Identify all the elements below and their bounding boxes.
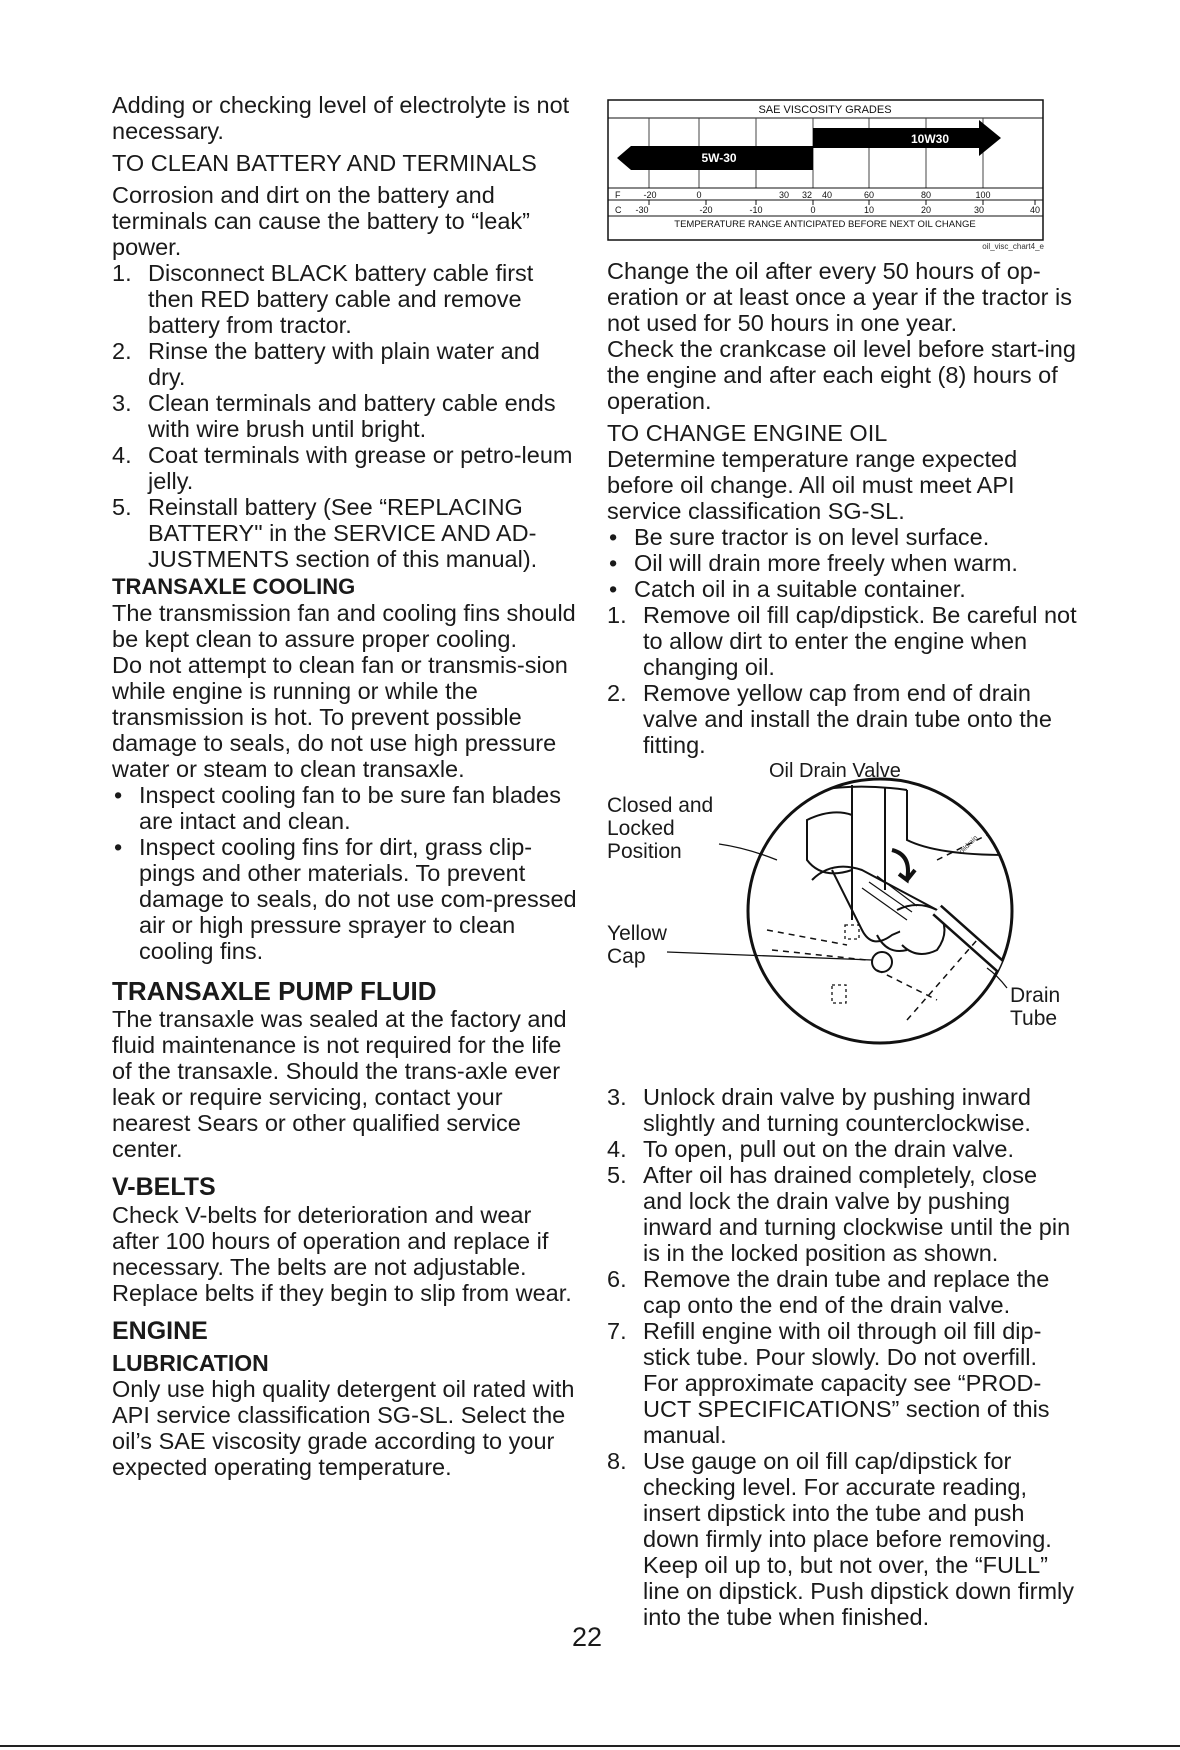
step-number: 1. — [112, 260, 132, 286]
list-item — [607, 1162, 1077, 1266]
list-item — [607, 524, 1077, 550]
step-text: Rinse the battery with plain water and dry. — [148, 338, 540, 390]
bullet-icon: • — [114, 782, 123, 808]
step-number: 5. — [607, 1162, 627, 1188]
f-tick-label: 80 — [920, 190, 932, 200]
c-tick-label: 40 — [1029, 205, 1041, 215]
step-text: Remove the drain tube and replace the cap onto the end of the drain valve. — [643, 1266, 1050, 1318]
chart-title: SAE VISCOSITY GRADES — [758, 104, 892, 116]
change-oil-heading: TO CHANGE ENGINE OIL — [607, 420, 888, 446]
drain-tube-label-line2: Tube — [1010, 1007, 1058, 1030]
right-column — [607, 92, 1077, 1630]
bullet-icon: • — [609, 576, 618, 602]
step-text: Refill engine with oil through oil fill dip-stick tube. Pour slowly. Do not overfill. For approximate capacity see “PROD-UCT SPECIFICATIONS” section of this manual. — [643, 1318, 1050, 1448]
closed-label-line2: Locked — [607, 817, 675, 840]
change-oil-intro: Determine temperature range expected before oil change. All oil must meet API service classification SG-SL. — [607, 446, 1018, 524]
step-number: 1. — [607, 602, 627, 628]
list-item — [112, 442, 582, 494]
bullet-icon: • — [114, 834, 123, 860]
step-text: To open, pull out on the drain valve. — [643, 1136, 1015, 1162]
c-tick-label: -20 — [699, 205, 713, 215]
bullet-icon: • — [609, 524, 618, 550]
closed-label-line1: Closed and — [607, 794, 714, 817]
lubrication-paragraph: Only use high quality detergent oil rated with API service classification SG-SL. Select the oil’s SAE viscosity grade according to your expected operating temperature. — [112, 1376, 575, 1480]
yellow-cap-leader — [667, 952, 872, 960]
step-text: After oil has drained completely, close and lock the drain valve by pushing inward and turning clockwise until the pin is in the locked position as shown. — [643, 1162, 1071, 1266]
oil-change-interval: Change the oil after every 50 hours of op-eration or at least once a year if the tractor is not used for 50 hours in one year. — [607, 258, 1073, 336]
clean-battery-intro: Corrosion and dirt on the battery and terminals can cause the battery to “leak” power. — [112, 182, 530, 260]
closed-position-leader — [719, 844, 777, 860]
oil-drain-valve-figure — [607, 760, 1077, 1078]
list-item — [112, 338, 582, 390]
transaxle-cooling-warning: Do not attempt to clean fan or transmis-sion while engine is running or while the transmission is hot. To prevent possible damage to seals, do not use high pressure water or steam to clean transaxle. — [112, 652, 568, 782]
figure-title: Oil Drain Valve — [769, 760, 901, 782]
c-tick-label: 0 — [810, 205, 816, 215]
step-number: 4. — [112, 442, 132, 468]
c-tick-label: 20 — [920, 205, 932, 215]
f-tick-label: 30 — [778, 190, 790, 200]
pump-fluid-paragraph: The transaxle was sealed at the factory and fluid maintenance is not required for the life of the transaxle. Should the trans-axle ever leak or require servicing, contact your nearest Sears or other qualified service center. — [112, 1006, 567, 1162]
step-number: 2. — [607, 680, 627, 706]
viscosity-chart — [607, 92, 1044, 252]
figure-code: oildrain — [958, 834, 980, 856]
chart-footer: TEMPERATURE RANGE ANTICIPATED BEFORE NEXT OIL CHANGE — [674, 219, 976, 230]
step-number: 2. — [112, 338, 132, 364]
list-item — [607, 602, 1077, 680]
bullet-text: Be sure tractor is on level surface. — [634, 524, 990, 550]
change-oil-steps-b — [607, 1084, 1077, 1630]
f-tick-label: 60 — [863, 190, 875, 200]
fahrenheit-label: F — [615, 190, 621, 200]
list-item — [607, 576, 1077, 602]
vbelts-heading: V-BELTS — [112, 1173, 216, 1201]
electrolyte-note: Adding or checking level of electrolyte is not necessary. — [112, 92, 570, 144]
drain-tube-label-line1: Drain — [1010, 984, 1061, 1007]
bullet-text: Oil will drain more freely when warm. — [634, 550, 1018, 576]
bullet-text: Inspect cooling fan to be sure fan blades are intact and clean. — [139, 782, 561, 834]
list-item — [112, 260, 582, 338]
step-text: Reinstall battery (See “REPLACING BATTERY" in the SERVICE AND AD-JUSTMENTS section of this manual). — [148, 494, 538, 572]
clean-battery-steps — [112, 260, 582, 572]
f-tick-label: 100 — [975, 190, 991, 200]
step-number: 3. — [607, 1084, 627, 1110]
step-number: 7. — [607, 1318, 627, 1344]
yellow-cap-label-line2: Cap — [607, 945, 646, 968]
f-tick-label: 40 — [821, 190, 833, 200]
step-text: Remove yellow cap from end of drain valve and install the drain tube onto the fitting. — [643, 680, 1052, 758]
page-number: 22 — [572, 1622, 603, 1652]
step-text: Disconnect BLACK battery cable first then RED battery cable and remove battery from tractor. — [148, 260, 534, 338]
bullet-text: Inspect cooling fins for dirt, grass clip-pings and other materials. To prevent damage to seals, do not use com-pressed air or high pressure sprayer to clean cooling fins. — [139, 834, 577, 964]
step-number: 5. — [112, 494, 132, 520]
f-tick-label: 32 — [801, 190, 813, 200]
closed-label-line3: Position — [607, 840, 682, 863]
engine-heading: ENGINE — [112, 1317, 208, 1345]
grade-5w30-label: 5W-30 — [701, 151, 737, 165]
c-tick-label: 10 — [863, 205, 875, 215]
c-tick-label: -30 — [635, 205, 649, 215]
step-text: Use gauge on oil fill cap/dipstick for checking level. For accurate reading, insert dipstick into the tube and push down firmly into place before removing. Keep oil up to, but not over, the “FULL” line on dipstick. Push dipstick down firmly into the tube when finished. — [643, 1448, 1075, 1630]
oil-check-interval: Check the crankcase oil level before start-ing the engine and after each eight (8) hours of operation. — [607, 336, 1076, 414]
list-item — [607, 680, 1077, 758]
lubrication-heading: LUBRICATION — [112, 1350, 269, 1376]
drain-valve-illustration — [607, 760, 1077, 1078]
celsius-label: C — [615, 205, 622, 215]
list-item — [607, 1318, 1077, 1448]
bullet-text: Catch oil in a suitable container. — [634, 576, 966, 602]
yellow-cap-label-line1: Yellow — [607, 922, 667, 945]
left-column — [112, 92, 582, 1480]
step-number: 8. — [607, 1448, 627, 1474]
step-number: 4. — [607, 1136, 627, 1162]
viscosity-chart-graphic — [607, 92, 1044, 242]
list-item — [112, 834, 582, 964]
transaxle-cooling-heading: TRANSAXLE COOLING — [112, 574, 356, 599]
list-item — [112, 390, 582, 442]
f-tick-label: 0 — [696, 190, 702, 200]
bottom-rule — [0, 1745, 1180, 1747]
step-number: 3. — [112, 390, 132, 416]
step-text: Remove oil fill cap/dipstick. Be careful not to allow dirt to enter the engine when changing oil. — [643, 602, 1077, 680]
list-item — [607, 550, 1077, 576]
clean-battery-heading: TO CLEAN BATTERY AND TERMINALS — [112, 150, 537, 176]
chart-code: oil_visc_chart4_e — [982, 242, 1044, 251]
list-item — [112, 782, 582, 834]
pump-fluid-heading: TRANSAXLE PUMP FLUID — [112, 976, 437, 1006]
change-oil-bullets — [607, 524, 1077, 602]
c-tick-label: 30 — [973, 205, 985, 215]
bullet-icon: • — [609, 550, 618, 576]
list-item — [607, 1448, 1077, 1630]
f-tick-label: -20 — [643, 190, 657, 200]
list-item — [112, 494, 582, 572]
list-item — [607, 1266, 1077, 1318]
step-text: Coat terminals with grease or petro-leum jelly. — [148, 442, 573, 494]
step-number: 6. — [607, 1266, 627, 1292]
list-item — [607, 1084, 1077, 1136]
change-oil-steps-a — [607, 602, 1077, 758]
detail-circle — [748, 779, 1012, 1043]
step-text: Clean terminals and battery cable ends with wire brush until bright. — [148, 390, 556, 442]
step-text: Unlock drain valve by pushing inward slightly and turning counterclockwise. — [643, 1084, 1031, 1136]
transaxle-cooling-paragraph: The transmission fan and cooling fins should be kept clean to assure proper cooling. — [112, 600, 576, 652]
c-tick-label: -10 — [749, 205, 763, 215]
transaxle-cooling-bullets — [112, 782, 582, 964]
grade-10w30-label: 10W30 — [910, 132, 950, 146]
vbelts-paragraph: Check V-belts for deterioration and wear after 100 hours of operation and replace if necessary. The belts are not adjustable. Replace belts if they begin to slip from wear. — [112, 1202, 572, 1306]
list-item — [607, 1136, 1077, 1162]
